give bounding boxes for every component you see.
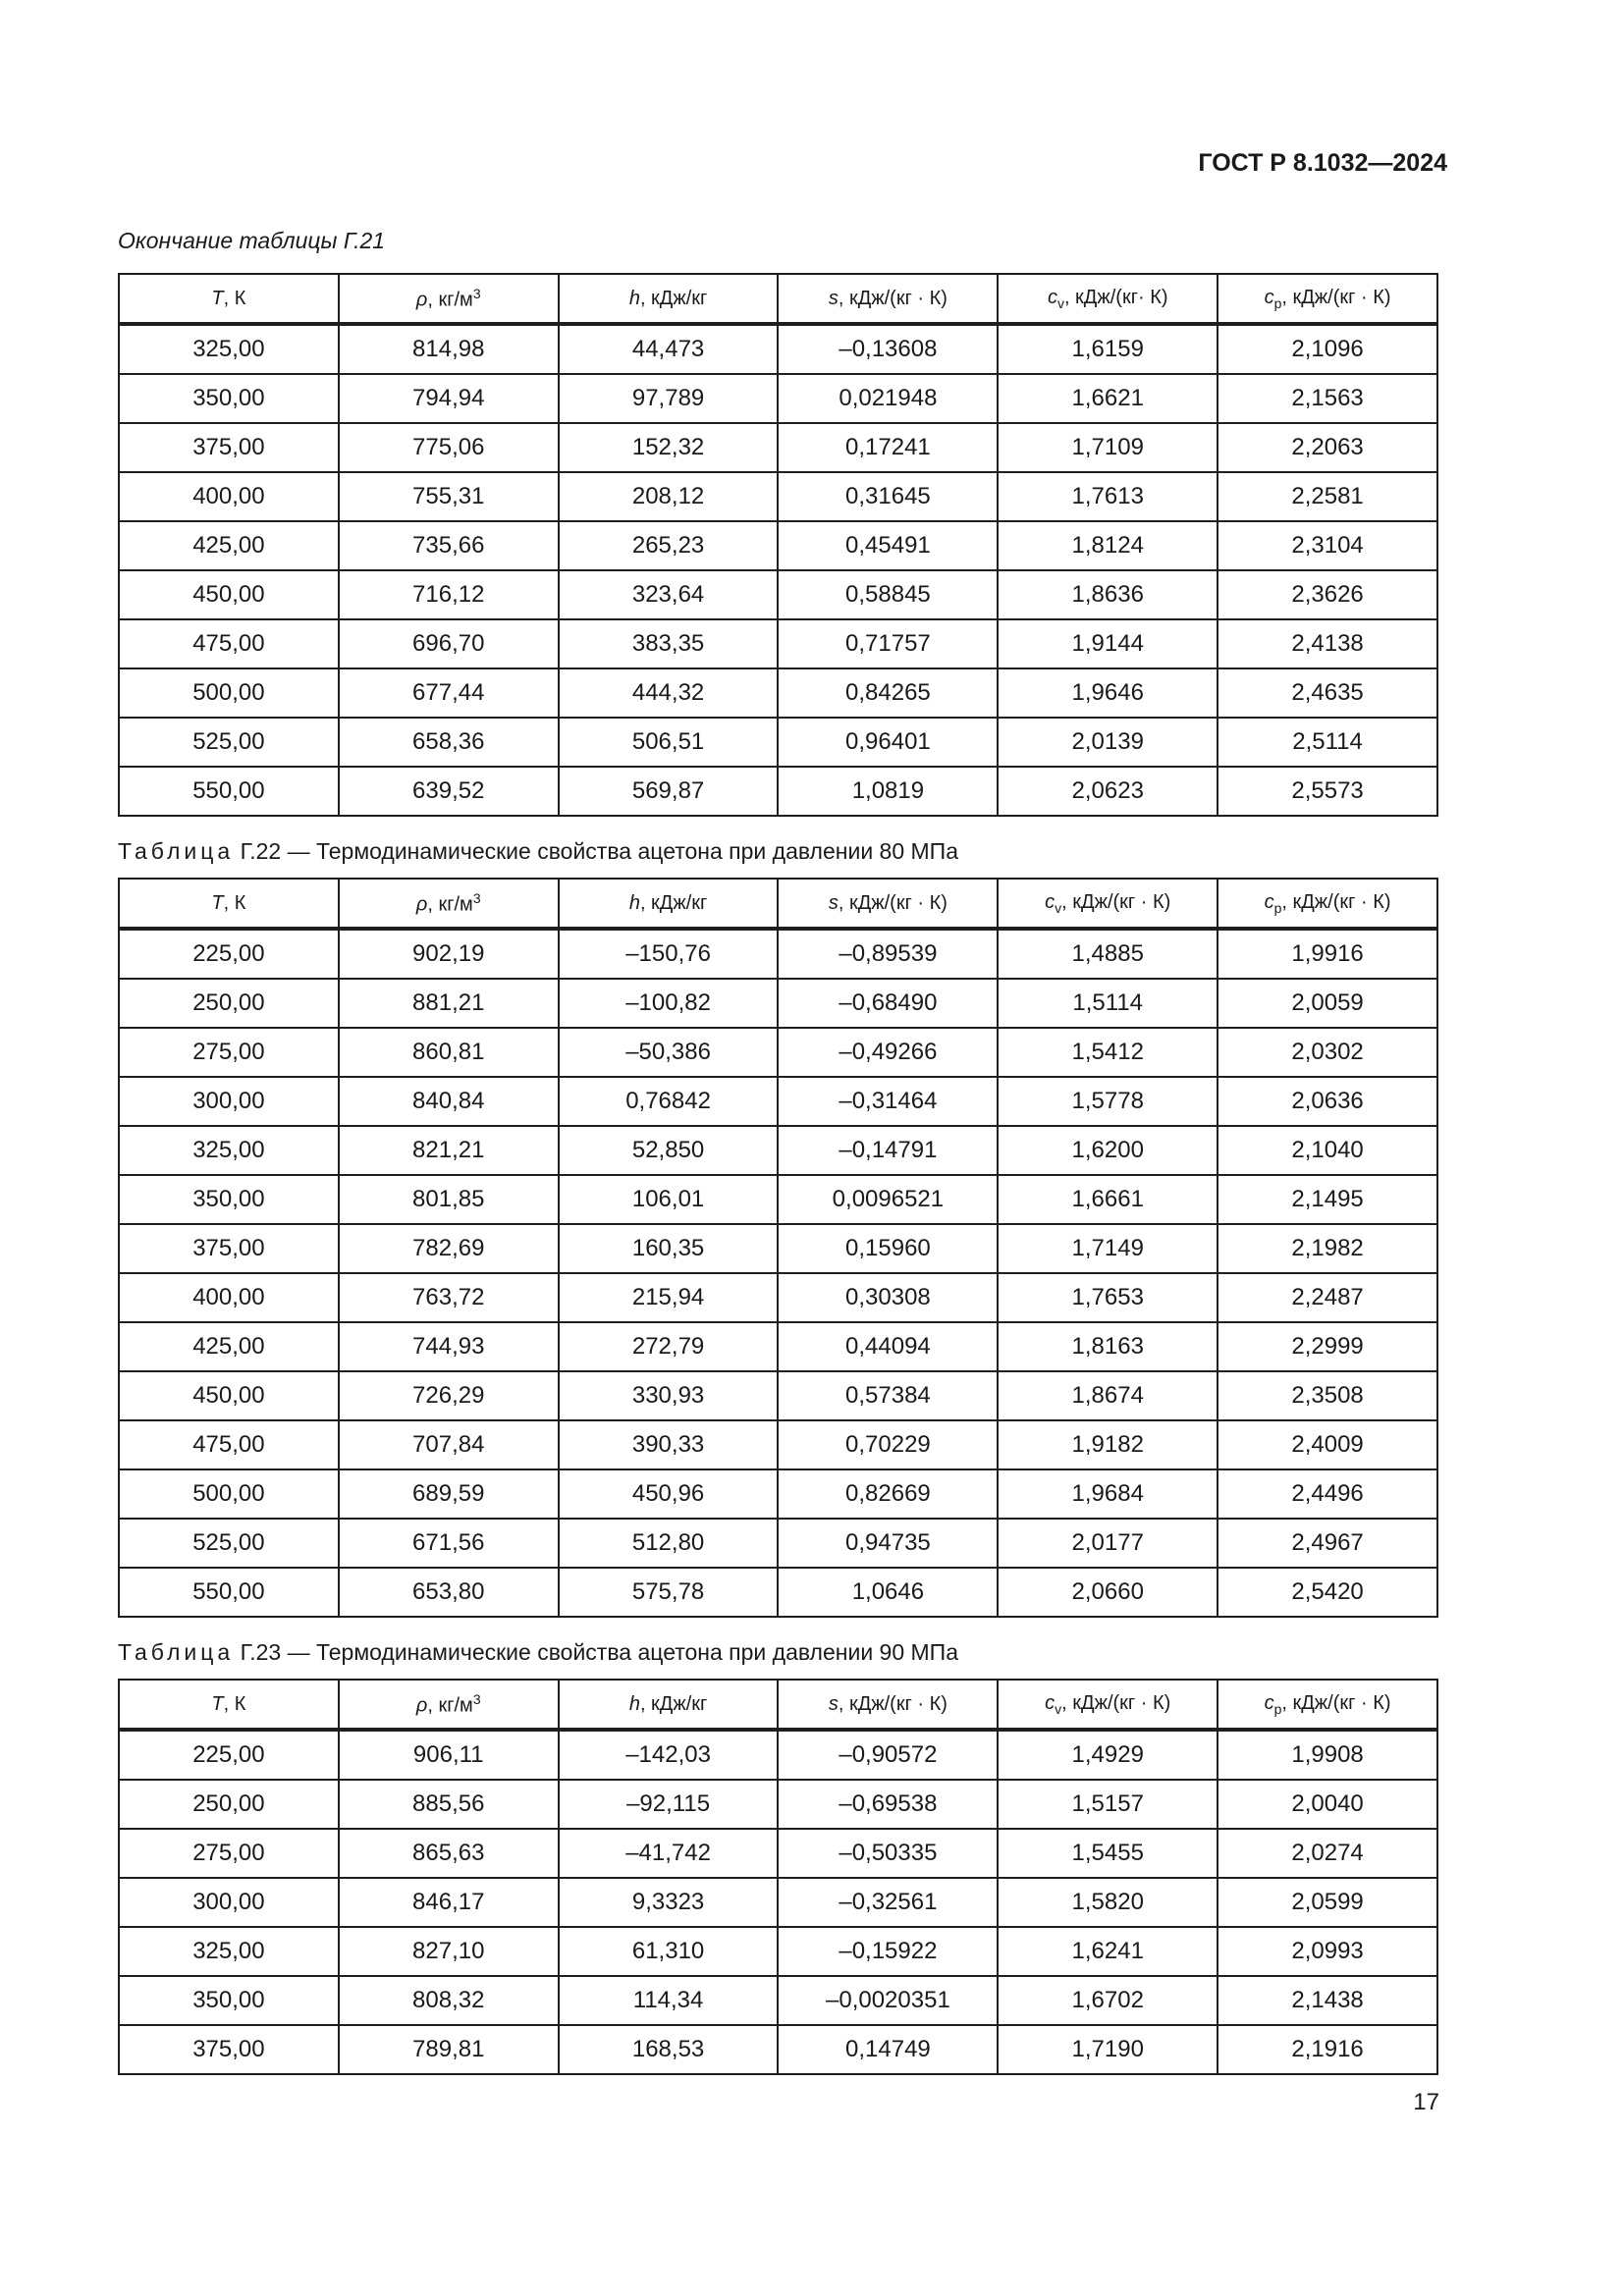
header-subscript: v: [1055, 899, 1062, 916]
table-cell: 300,00: [119, 1878, 339, 1927]
table-cell: 744,93: [339, 1322, 559, 1371]
table-cell: 575,78: [559, 1568, 779, 1617]
header-symbol: ρ: [415, 289, 428, 311]
table-cell: –0,15922: [778, 1927, 998, 1976]
table-cell: 906,11: [339, 1730, 559, 1780]
table-g21-caption: Окончание таблицы Г.21: [118, 228, 386, 253]
table-g21: [118, 273, 1438, 817]
caption-text: Г.23 — Термодинамические свойства ацетона при давлении 90 МПа: [234, 1639, 959, 1665]
table-cell: 827,10: [339, 1927, 559, 1976]
table-cell: 1,0819: [778, 767, 998, 816]
header-symbol: c: [1045, 1691, 1056, 1714]
table-row: [119, 1077, 1437, 1126]
table-cell: 152,32: [559, 423, 779, 472]
header-unit: , К: [223, 1692, 246, 1715]
table-cell: 1,5412: [998, 1028, 1218, 1077]
table-row: [119, 521, 1437, 570]
table-cell: 716,12: [339, 570, 559, 619]
table-row: [119, 1322, 1437, 1371]
header-unit: , кДж/(кг · К): [838, 1692, 947, 1715]
table-cell: –0,50335: [778, 1829, 998, 1878]
header-symbol: h: [628, 1692, 640, 1715]
table-cell: 375,00: [119, 423, 339, 472]
header-symbol: c: [1047, 286, 1057, 308]
table-cell: 782,69: [339, 1224, 559, 1273]
header-symbol: c: [1264, 1691, 1274, 1714]
table-row: [119, 619, 1437, 668]
table-cell: 0,94735: [778, 1519, 998, 1568]
table-cell: 707,84: [339, 1420, 559, 1469]
table-cell: 2,1982: [1218, 1224, 1437, 1273]
column-header-rho: [339, 1680, 559, 1730]
table-cell: 500,00: [119, 668, 339, 718]
table-cell: 1,9684: [998, 1469, 1218, 1519]
table-cell: 2,1495: [1218, 1175, 1437, 1224]
table-cell: 450,00: [119, 1371, 339, 1420]
table-cell: 1,9916: [1218, 929, 1437, 979]
column-header-cv: [998, 274, 1218, 324]
column-header-rho: [339, 274, 559, 324]
table-cell: 550,00: [119, 1568, 339, 1617]
table-cell: 2,4009: [1218, 1420, 1437, 1469]
header-symbol: ρ: [415, 893, 428, 916]
table-cell: 444,32: [559, 668, 779, 718]
header-subscript: p: [1273, 294, 1282, 311]
column-header-T: [119, 274, 339, 324]
column-header-h: [559, 1680, 779, 1730]
header-subscript: p: [1273, 899, 1282, 916]
header-unit: , кДж/(кг · К): [838, 891, 947, 914]
table-g23: [118, 1679, 1438, 2075]
table-cell: 0,31645: [778, 472, 998, 521]
table-cell: 801,85: [339, 1175, 559, 1224]
table-row: [119, 767, 1437, 816]
table-cell: 821,21: [339, 1126, 559, 1175]
table-cell: 808,32: [339, 1976, 559, 2025]
table-cell: 0,58845: [778, 570, 998, 619]
table-cell: 1,4885: [998, 929, 1218, 979]
table-cell: 902,19: [339, 929, 559, 979]
table-cell: 350,00: [119, 374, 339, 423]
table-cell: 375,00: [119, 1224, 339, 1273]
table-cell: 168,53: [559, 2025, 779, 2074]
table-cell: 1,6702: [998, 1976, 1218, 2025]
header-unit: , кг/м: [427, 289, 473, 311]
table-row: [119, 1273, 1437, 1322]
table-cell: 1,5820: [998, 1878, 1218, 1927]
table-cell: 2,0636: [1218, 1077, 1437, 1126]
table-row: [119, 423, 1437, 472]
table-cell: 225,00: [119, 929, 339, 979]
table-cell: 450,00: [119, 570, 339, 619]
header-symbol: T: [211, 891, 224, 914]
table-cell: 860,81: [339, 1028, 559, 1077]
table-cell: 2,4496: [1218, 1469, 1437, 1519]
table-cell: 2,3508: [1218, 1371, 1437, 1420]
table-cell: 275,00: [119, 1028, 339, 1077]
header-unit: , К: [223, 891, 246, 914]
column-header-h: [559, 274, 779, 324]
header-symbol: c: [1264, 286, 1274, 308]
table-cell: 225,00: [119, 1730, 339, 1780]
table-cell: 400,00: [119, 1273, 339, 1322]
header-superscript: 3: [472, 889, 481, 906]
table-cell: –0,89539: [778, 929, 998, 979]
table-cell: –150,76: [559, 929, 779, 979]
table-cell: –50,386: [559, 1028, 779, 1077]
table-cell: 114,34: [559, 1976, 779, 2025]
table-cell: 840,84: [339, 1077, 559, 1126]
table-cell: 846,17: [339, 1878, 559, 1927]
table-cell: 1,8674: [998, 1371, 1218, 1420]
caption-word: Таблица: [118, 1639, 235, 1665]
table-cell: 300,00: [119, 1077, 339, 1126]
table-cell: 1,4929: [998, 1730, 1218, 1780]
table-cell: 763,72: [339, 1273, 559, 1322]
table-cell: 2,0599: [1218, 1878, 1437, 1927]
table-cell: 525,00: [119, 1519, 339, 1568]
column-header-h: [559, 879, 779, 929]
table-row: [119, 1780, 1437, 1829]
table-g22: [118, 878, 1438, 1618]
table-row: [119, 1829, 1437, 1878]
header-symbol: s: [828, 287, 839, 309]
header-subscript: v: [1056, 294, 1064, 311]
table-cell: 755,31: [339, 472, 559, 521]
table-cell: 885,56: [339, 1780, 559, 1829]
table-cell: 383,35: [559, 619, 779, 668]
table-cell: –0,49266: [778, 1028, 998, 1077]
page-number: 17: [1413, 2089, 1439, 2115]
table-cell: 2,2063: [1218, 423, 1437, 472]
table-cell: 350,00: [119, 1976, 339, 2025]
table-cell: 350,00: [119, 1175, 339, 1224]
table-row: [119, 1927, 1437, 1976]
table-cell: –41,742: [559, 1829, 779, 1878]
table-cell: 2,2487: [1218, 1273, 1437, 1322]
header-unit: , кДж/кг: [639, 891, 708, 914]
header-unit: , кДж/(кг · К): [1281, 890, 1391, 913]
table-row: [119, 1420, 1437, 1469]
table-cell: 0,44094: [778, 1322, 998, 1371]
table-g23-caption: [118, 1639, 958, 1666]
table-row: [119, 570, 1437, 619]
table-cell: 550,00: [119, 767, 339, 816]
table-cell: 1,8124: [998, 521, 1218, 570]
table-cell: 881,21: [339, 979, 559, 1028]
caption-word: Таблица: [118, 838, 235, 864]
table-cell: 512,80: [559, 1519, 779, 1568]
header-subscript: v: [1055, 1700, 1062, 1717]
table-cell: 0,021948: [778, 374, 998, 423]
table-cell: 323,64: [559, 570, 779, 619]
header-unit: , кДж/(кг · К): [1061, 1691, 1171, 1714]
header-symbol: s: [828, 1692, 839, 1715]
table-cell: 1,7190: [998, 2025, 1218, 2074]
table-cell: 325,00: [119, 324, 339, 374]
table-row: [119, 324, 1437, 374]
table-cell: 250,00: [119, 979, 339, 1028]
table-cell: 2,4138: [1218, 619, 1437, 668]
table-cell: 2,5420: [1218, 1568, 1437, 1617]
table-cell: 1,6621: [998, 374, 1218, 423]
table-cell: 1,5157: [998, 1780, 1218, 1829]
table-cell: 0,14749: [778, 2025, 998, 2074]
table-cell: 653,80: [339, 1568, 559, 1617]
table-cell: –0,14791: [778, 1126, 998, 1175]
table-row: [119, 668, 1437, 718]
table-cell: 2,5114: [1218, 718, 1437, 767]
table-cell: 450,96: [559, 1469, 779, 1519]
table-row: [119, 1469, 1437, 1519]
header-symbol: c: [1045, 890, 1056, 913]
table-cell: 325,00: [119, 1126, 339, 1175]
table-cell: 2,3104: [1218, 521, 1437, 570]
table-cell: 0,17241: [778, 423, 998, 472]
table-cell: 0,30308: [778, 1273, 998, 1322]
table-cell: 375,00: [119, 2025, 339, 2074]
column-header-T: [119, 1680, 339, 1730]
table-cell: 2,2581: [1218, 472, 1437, 521]
table-cell: 689,59: [339, 1469, 559, 1519]
table-cell: 1,9646: [998, 668, 1218, 718]
table-cell: 525,00: [119, 718, 339, 767]
table-cell: 2,0274: [1218, 1829, 1437, 1878]
standard-designation: ГОСТ Р 8.1032—2024: [1198, 149, 1447, 177]
table-cell: 2,0040: [1218, 1780, 1437, 1829]
table-cell: –0,13608: [778, 324, 998, 374]
table-cell: 1,5778: [998, 1077, 1218, 1126]
table-cell: 1,7109: [998, 423, 1218, 472]
table-cell: 0,71757: [778, 619, 998, 668]
header-unit: , кДж/(кг· К): [1063, 286, 1168, 308]
table-cell: 0,96401: [778, 718, 998, 767]
table-cell: 0,84265: [778, 668, 998, 718]
table-cell: –100,82: [559, 979, 779, 1028]
column-header-T: [119, 879, 339, 929]
table-row: [119, 1976, 1437, 2025]
table-cell: 2,2999: [1218, 1322, 1437, 1371]
table-cell: 2,1563: [1218, 374, 1437, 423]
table-cell: 2,1438: [1218, 1976, 1437, 2025]
table-row: [119, 374, 1437, 423]
table-cell: 671,56: [339, 1519, 559, 1568]
table-cell: 1,9908: [1218, 1730, 1437, 1780]
table-cell: 500,00: [119, 1469, 339, 1519]
header-unit: , кДж/(кг · К): [1281, 286, 1391, 308]
table-cell: 639,52: [339, 767, 559, 816]
table-cell: 2,4635: [1218, 668, 1437, 718]
table-cell: 735,66: [339, 521, 559, 570]
table-cell: 0,15960: [778, 1224, 998, 1273]
table-cell: 160,35: [559, 1224, 779, 1273]
table-cell: –0,0020351: [778, 1976, 998, 2025]
table-cell: 0,57384: [778, 1371, 998, 1420]
header-unit: , кг/м: [427, 893, 473, 916]
header-symbol: c: [1264, 890, 1274, 913]
table-cell: 1,7653: [998, 1273, 1218, 1322]
table-cell: 1,6661: [998, 1175, 1218, 1224]
table-cell: 1,5455: [998, 1829, 1218, 1878]
table-cell: 61,310: [559, 1927, 779, 1976]
table-cell: 1,0646: [778, 1568, 998, 1617]
table-cell: 2,1040: [1218, 1126, 1437, 1175]
table-cell: –0,69538: [778, 1780, 998, 1829]
table-row: [119, 472, 1437, 521]
table-cell: 0,82669: [778, 1469, 998, 1519]
table-cell: 2,0993: [1218, 1927, 1437, 1976]
header-superscript: 3: [472, 285, 481, 301]
table-cell: 794,94: [339, 374, 559, 423]
table-cell: 9,3323: [559, 1878, 779, 1927]
table-cell: 2,1096: [1218, 324, 1437, 374]
table-row: [119, 1730, 1437, 1780]
table-cell: 400,00: [119, 472, 339, 521]
table-row: [119, 1028, 1437, 1077]
header-symbol: s: [828, 891, 839, 914]
table-cell: 1,6200: [998, 1126, 1218, 1175]
table-cell: 425,00: [119, 521, 339, 570]
table-row: [119, 1371, 1437, 1420]
table-cell: 44,473: [559, 324, 779, 374]
column-header-s: [778, 1680, 998, 1730]
table-row: [119, 1878, 1437, 1927]
table-cell: 2,5573: [1218, 767, 1437, 816]
table-cell: 865,63: [339, 1829, 559, 1878]
table-cell: 2,0177: [998, 1519, 1218, 1568]
table-cell: 726,29: [339, 1371, 559, 1420]
column-header-s: [778, 879, 998, 929]
table-cell: 1,6241: [998, 1927, 1218, 1976]
table-cell: 106,01: [559, 1175, 779, 1224]
column-header-cp: [1218, 1680, 1437, 1730]
table-cell: 1,6159: [998, 324, 1218, 374]
header-unit: , кДж/(кг · К): [1061, 890, 1171, 913]
table-cell: 1,5114: [998, 979, 1218, 1028]
table-cell: 265,23: [559, 521, 779, 570]
table-cell: 677,44: [339, 668, 559, 718]
table-cell: 425,00: [119, 1322, 339, 1371]
header-unit: , кДж/(кг · К): [838, 287, 947, 309]
header-unit: , кДж/кг: [639, 1692, 708, 1715]
table-cell: 658,36: [339, 718, 559, 767]
table-row: [119, 2025, 1437, 2074]
table-cell: –0,31464: [778, 1077, 998, 1126]
header-superscript: 3: [472, 1690, 481, 1707]
table-row: [119, 929, 1437, 979]
header-unit: , кДж/кг: [639, 287, 708, 309]
header-symbol: h: [628, 287, 640, 309]
table-cell: 1,7613: [998, 472, 1218, 521]
table-cell: 275,00: [119, 1829, 339, 1878]
table-row: [119, 1568, 1437, 1617]
table-cell: 2,0660: [998, 1568, 1218, 1617]
table-cell: 97,789: [559, 374, 779, 423]
table-cell: 475,00: [119, 619, 339, 668]
table-cell: –0,68490: [778, 979, 998, 1028]
table-cell: 390,33: [559, 1420, 779, 1469]
column-header-cv: [998, 879, 1218, 929]
table-cell: 569,87: [559, 767, 779, 816]
table-cell: 215,94: [559, 1273, 779, 1322]
table-cell: 325,00: [119, 1927, 339, 1976]
table-cell: –142,03: [559, 1730, 779, 1780]
header-symbol: T: [211, 287, 224, 309]
table-cell: 52,850: [559, 1126, 779, 1175]
column-header-cp: [1218, 274, 1437, 324]
table-cell: 814,98: [339, 324, 559, 374]
table-cell: 1,9144: [998, 619, 1218, 668]
column-header-cv: [998, 1680, 1218, 1730]
table-cell: 2,4967: [1218, 1519, 1437, 1568]
table-cell: –92,115: [559, 1780, 779, 1829]
table-row: [119, 1175, 1437, 1224]
table-cell: 2,0302: [1218, 1028, 1437, 1077]
table-cell: 272,79: [559, 1322, 779, 1371]
table-cell: –0,32561: [778, 1878, 998, 1927]
table-row: [119, 718, 1437, 767]
column-header-rho: [339, 879, 559, 929]
table-cell: 775,06: [339, 423, 559, 472]
header-unit: , К: [223, 287, 246, 309]
table-cell: 696,70: [339, 619, 559, 668]
table-g22-caption: [118, 838, 958, 865]
table-cell: 1,7149: [998, 1224, 1218, 1273]
table-cell: 2,0623: [998, 767, 1218, 816]
column-header-s: [778, 274, 998, 324]
table-cell: 506,51: [559, 718, 779, 767]
table-cell: 789,81: [339, 2025, 559, 2074]
table-cell: 0,45491: [778, 521, 998, 570]
table-cell: 250,00: [119, 1780, 339, 1829]
table-cell: 2,3626: [1218, 570, 1437, 619]
table-cell: 1,8636: [998, 570, 1218, 619]
table-row: [119, 1224, 1437, 1273]
caption-text: Г.22 — Термодинамические свойства ацетона при давлении 80 МПа: [234, 838, 959, 864]
table-cell: 2,0059: [1218, 979, 1437, 1028]
header-subscript: p: [1273, 1700, 1282, 1717]
table-row: [119, 979, 1437, 1028]
header-symbol: h: [628, 891, 640, 914]
table-cell: 2,0139: [998, 718, 1218, 767]
table-cell: 0,0096521: [778, 1175, 998, 1224]
header-unit: , кДж/(кг · К): [1281, 1691, 1391, 1714]
header-unit: , кг/м: [427, 1694, 473, 1717]
table-row: [119, 1519, 1437, 1568]
table-cell: 208,12: [559, 472, 779, 521]
header-symbol: T: [211, 1692, 224, 1715]
table-cell: 330,93: [559, 1371, 779, 1420]
table-cell: 1,8163: [998, 1322, 1218, 1371]
table-cell: –0,90572: [778, 1730, 998, 1780]
column-header-cp: [1218, 879, 1437, 929]
table-cell: 2,1916: [1218, 2025, 1437, 2074]
table-cell: 0,70229: [778, 1420, 998, 1469]
header-symbol: ρ: [415, 1694, 428, 1717]
table-row: [119, 1126, 1437, 1175]
table-cell: 1,9182: [998, 1420, 1218, 1469]
table-cell: 0,76842: [559, 1077, 779, 1126]
table-cell: 475,00: [119, 1420, 339, 1469]
